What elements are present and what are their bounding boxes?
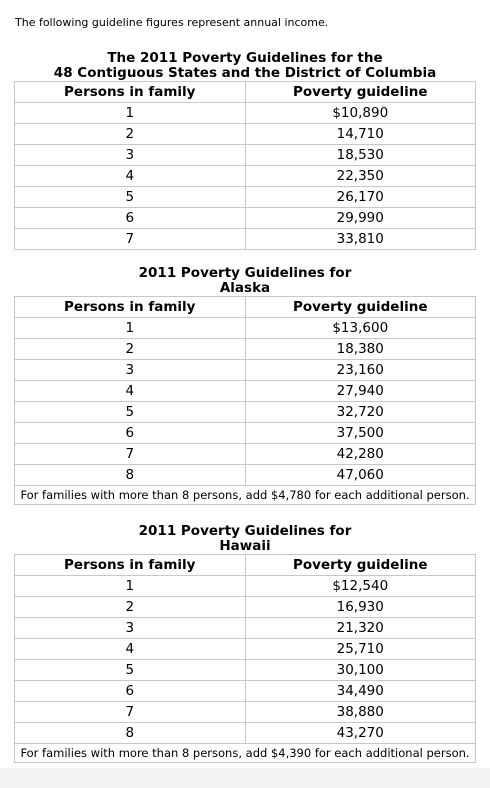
- table-row: [15, 618, 476, 639]
- table-row: [15, 166, 476, 187]
- header-guideline: Poverty guideline: [245, 555, 476, 576]
- persons-cell: 1: [15, 103, 246, 124]
- guideline-cell: 27,940: [245, 381, 476, 402]
- guideline-cell: 18,380: [245, 339, 476, 360]
- table-row: [15, 681, 476, 702]
- table-row: [15, 660, 476, 681]
- header-row: [15, 297, 476, 318]
- additional-person-note: For families with more than 8 persons, add $4,780 for each additional person.: [15, 486, 476, 505]
- guideline-cell: $10,890: [245, 103, 476, 124]
- guideline-cell: 42,280: [245, 444, 476, 465]
- guideline-cell: 26,170: [245, 187, 476, 208]
- table-row: [15, 444, 476, 465]
- table-title-line2: Hawaii: [219, 538, 271, 554]
- table-hawaii: [14, 524, 476, 763]
- header-row: [15, 555, 476, 576]
- persons-cell: 2: [15, 339, 246, 360]
- header-guideline: Poverty guideline: [245, 297, 476, 318]
- guideline-cell: 37,500: [245, 423, 476, 444]
- persons-cell: 7: [15, 702, 246, 723]
- table-title-line2: 48 Contiguous States and the District of Columbia: [53, 65, 437, 81]
- table-row: [15, 576, 476, 597]
- table-contiguous-states: [14, 51, 476, 250]
- persons-cell: 5: [15, 402, 246, 423]
- guideline-table: [14, 81, 476, 250]
- table-row: [15, 423, 476, 444]
- persons-cell: 5: [15, 660, 246, 681]
- table-row: [15, 339, 476, 360]
- guideline-cell: 34,490: [245, 681, 476, 702]
- table-row: [15, 702, 476, 723]
- table-row: [15, 597, 476, 618]
- guideline-table: [14, 296, 476, 505]
- persons-cell: 8: [15, 723, 246, 744]
- table-title-line1: The 2011 Poverty Guidelines for the: [107, 50, 383, 66]
- table-row: [15, 402, 476, 423]
- guideline-cell: 30,100: [245, 660, 476, 681]
- header-row: [15, 82, 476, 103]
- persons-cell: 2: [15, 124, 246, 145]
- guideline-cell: 23,160: [245, 360, 476, 381]
- persons-cell: 7: [15, 444, 246, 465]
- guideline-cell: 38,880: [245, 702, 476, 723]
- header-persons: Persons in family: [15, 297, 246, 318]
- header-persons: Persons in family: [15, 82, 246, 103]
- table-alaska: [14, 266, 476, 505]
- persons-cell: 6: [15, 681, 246, 702]
- intro-text: The following guideline figures represent annual income.: [15, 16, 329, 29]
- guideline-cell: 16,930: [245, 597, 476, 618]
- table-row: [15, 103, 476, 124]
- guideline-cell: $13,600: [245, 318, 476, 339]
- additional-person-note: For families with more than 8 persons, add $4,390 for each additional person.: [15, 744, 476, 763]
- note-row: [15, 744, 476, 763]
- guideline-cell: 22,350: [245, 166, 476, 187]
- persons-cell: 5: [15, 187, 246, 208]
- table-row: [15, 145, 476, 166]
- guideline-table: [14, 554, 476, 763]
- persons-cell: 8: [15, 465, 246, 486]
- persons-cell: 2: [15, 597, 246, 618]
- persons-cell: 3: [15, 618, 246, 639]
- guideline-cell: 18,530: [245, 145, 476, 166]
- guideline-cell: 47,060: [245, 465, 476, 486]
- persons-cell: 3: [15, 145, 246, 166]
- guideline-cell: 25,710: [245, 639, 476, 660]
- guideline-cell: 21,320: [245, 618, 476, 639]
- table-title: [14, 51, 476, 81]
- table-row: [15, 187, 476, 208]
- table-row: [15, 360, 476, 381]
- table-row: [15, 639, 476, 660]
- table-title-line1: 2011 Poverty Guidelines for: [138, 265, 352, 281]
- guideline-cell: 14,710: [245, 124, 476, 145]
- guideline-cell: 43,270: [245, 723, 476, 744]
- table-title: [14, 266, 476, 296]
- table-row: [15, 318, 476, 339]
- header-persons: Persons in family: [15, 555, 246, 576]
- persons-cell: 6: [15, 208, 246, 229]
- table-title: [14, 524, 476, 554]
- page-bottom-bar: [0, 768, 490, 788]
- table-row: [15, 723, 476, 744]
- persons-cell: 1: [15, 318, 246, 339]
- guideline-cell: 33,810: [245, 229, 476, 250]
- guideline-cell: 32,720: [245, 402, 476, 423]
- guideline-cell: $12,540: [245, 576, 476, 597]
- table-row: [15, 208, 476, 229]
- table-row: [15, 124, 476, 145]
- persons-cell: 7: [15, 229, 246, 250]
- table-row: [15, 381, 476, 402]
- guideline-cell: 29,990: [245, 208, 476, 229]
- table-title-line1: 2011 Poverty Guidelines for: [138, 523, 352, 539]
- persons-cell: 6: [15, 423, 246, 444]
- persons-cell: 1: [15, 576, 246, 597]
- persons-cell: 4: [15, 639, 246, 660]
- table-title-line2: Alaska: [219, 280, 271, 296]
- table-row: [15, 465, 476, 486]
- persons-cell: 4: [15, 166, 246, 187]
- persons-cell: 3: [15, 360, 246, 381]
- header-guideline: Poverty guideline: [245, 82, 476, 103]
- table-row: [15, 229, 476, 250]
- note-row: [15, 486, 476, 505]
- persons-cell: 4: [15, 381, 246, 402]
